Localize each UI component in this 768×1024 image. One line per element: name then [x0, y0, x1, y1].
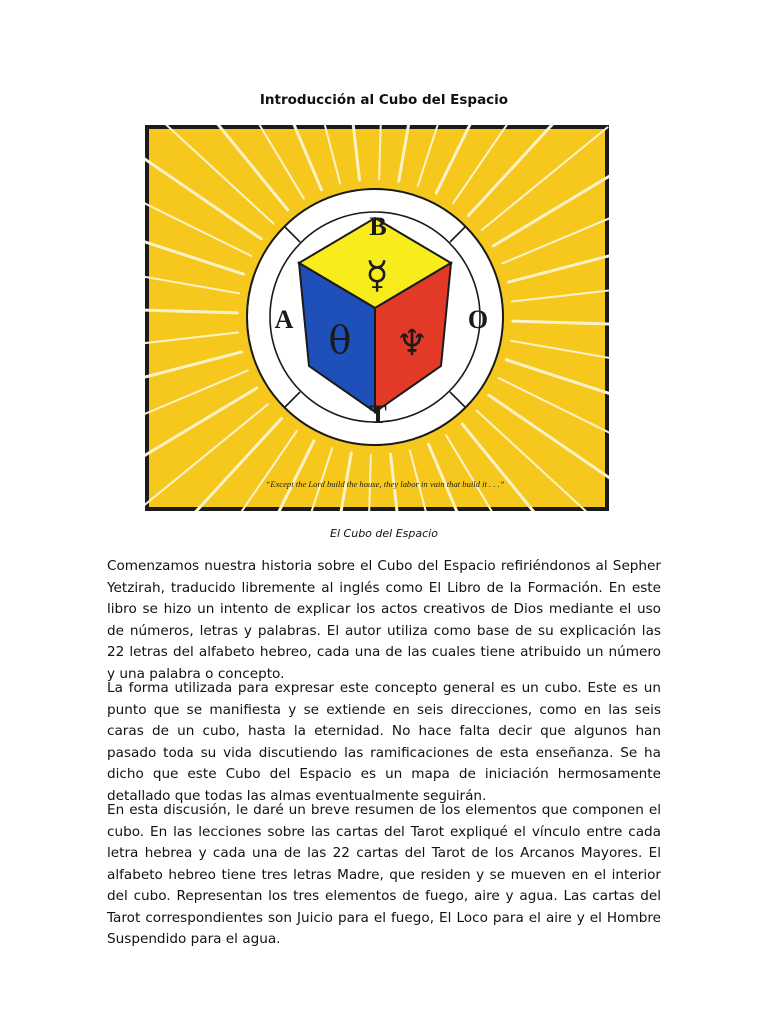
ring-letter-top: B: [369, 212, 387, 241]
cube-of-space-image: [145, 125, 609, 511]
page-title: Introducción al Cubo del Espacio: [259, 92, 509, 108]
ring-letter-left: A: [274, 305, 294, 334]
theta-symbol: θ: [328, 318, 352, 362]
figure-caption: El Cubo del Espacio: [330, 527, 438, 540]
paragraph: Comenzamos nuestra historia sobre el Cubo del Espacio refiriéndonos al Sepher Yetzirah, traducido libremente al inglés como El Libro de la Formación. En este libro se hizo un intento de explicar los actos creativos de Dios mediante el uso de números, letras y palabras. El autor utiliza como base de su explicación las 22 letras del alfabeto hebreo, cada una de las cuales tiene atribuido un número y una palabra o concepto.: [107, 558, 661, 682]
neptune-symbol: ♆: [395, 323, 429, 364]
ring-letter-right: O: [467, 305, 489, 334]
paragraph: La forma utilizada para expresar este concepto general es un cubo. Este es un punto que se manifiesta y se extiende en seis direcciones, como en las seis caras de un cubo, hasta la eternidad. No hace falta decir que algunos han pasado toda su vida discutiendo las ramificaciones de esta enseñanza. Se ha dicho que este Cubo del Espacio es un mapa de iniciación hermosamente detallado que todas las almas eventualmente seguirán.: [107, 680, 661, 804]
paragraph: En esta discusión, le daré un breve resumen de los elementos que componen el cubo. En las lecciones sobre las cartas del Tarot expliqué el vínculo entre cada letra hebrea y cada una de las 22 cartas del Tarot de los Arcanos Mayores. El alfabeto hebreo tiene tres letras Madre, que residen y se mueven en el interior del cubo. Representan los tres elementos de fuego, aire y agua. Las cartas del Tarot correspondientes son Juicio para el fuego, El Loco para el aire y el Hombre Suspendido para el agua.: [107, 802, 661, 947]
mercury-symbol: ☿: [365, 253, 389, 297]
quote-text: “Except the Lord build the house, they labor in vain that build it . . .”: [265, 479, 505, 489]
ring-letter-bottom: T: [369, 400, 387, 429]
